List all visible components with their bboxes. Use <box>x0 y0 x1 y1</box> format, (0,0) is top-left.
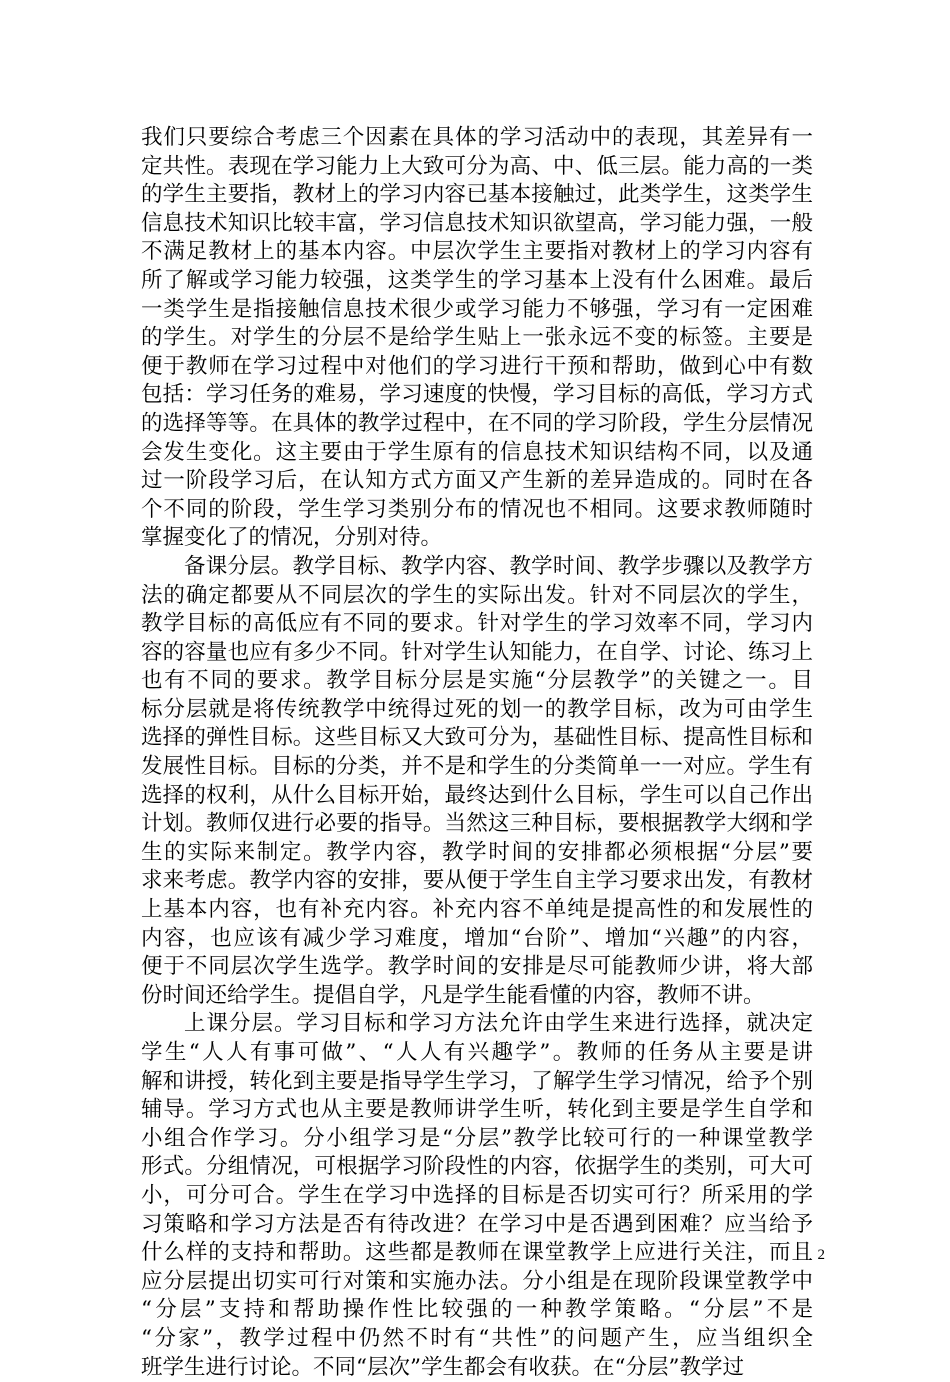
text-line: 的学生。对学生的分层不是给学生贴上一张永远不变的标签。主要是 <box>141 325 813 351</box>
text-line: 过一阶段学习后，在认知方式方面又产生新的差异造成的。同时在各 <box>141 468 813 494</box>
text-line: 备课分层。教学目标、教学内容、教学时间、教学步骤以及教学方 <box>184 553 813 579</box>
text-line: 计划。教师仅进行必要的指导。当然这三种目标，要根据教学大纲和学 <box>141 811 813 837</box>
text-line: 容的容量也应有多少不同。针对学生认知能力，在自学、讨论、练习上 <box>141 639 813 665</box>
paragraph <box>141 1010 813 1382</box>
text-line: 份时间还给学生。提倡自学，凡是学生能看懂的内容，教师不讲。 <box>141 982 765 1008</box>
text-line: 学生“人人有事可做”、“人人有兴趣学”。教师的任务从主要是讲 <box>141 1040 813 1065</box>
text-line: 掌握变化了的情况，分别对待。 <box>141 525 443 551</box>
text-line: 求来考虑。教学内容的安排，要从便于学生自主学习要求出发，有教材 <box>141 868 813 894</box>
text-line: 也有不同的要求。教学目标分层是实施“分层教学”的关键之一。目 <box>141 668 813 694</box>
text-line: 解和讲授，转化到主要是指导学生学习，了解学生学习情况，给予个别 <box>141 1068 813 1094</box>
text-line: 选择的弹性目标。这些目标又大致可分为，基础性目标、提高性目标和 <box>141 725 813 751</box>
text-line: 形式。分组情况，可根据学习阶段性的内容，依据学生的类别，可大可 <box>141 1154 813 1180</box>
text-line: 信息技术知识比较丰富，学习信息技术知识欲望高，学习能力强，一般 <box>141 210 813 236</box>
text-line: 生的实际来制定。教学内容，教学时间的安排都必须根据“分层”要 <box>141 839 813 865</box>
text-line: 会发生变化。这主要由于学生原有的信息技术知识结构不同，以及通 <box>141 439 813 465</box>
text-line: 应分层提出切实可行对策和实施办法。分小组是在现阶段课堂教学中 <box>141 1268 813 1294</box>
text-line: 便于不同层次学生选学。教学时间的安排是尽可能教师少讲，将大部 <box>141 954 813 980</box>
text-line: 包括：学习任务的难易，学习速度的快慢，学习目标的高低，学习方式 <box>141 382 813 408</box>
text-line: 发展性目标。目标的分类，并不是和学生的分类简单一一对应。学生有 <box>141 754 813 780</box>
text-line: 便于教师在学习过程中对他们的学习进行干预和帮助，做到心中有数 <box>141 353 813 379</box>
text-line: “分层”支持和帮助操作性比较强的一种教学策略。“分层”不是 <box>141 1297 813 1323</box>
text-line: 小组合作学习。分小组学习是“分层”教学比较可行的一种课堂教学 <box>141 1125 813 1151</box>
paragraph <box>141 124 813 553</box>
text-line: 选择的权利，从什么目标开始，最终达到什么目标，学生可以自己作出 <box>141 782 813 808</box>
text-line: 所了解或学习能力较强，这类学生的学习基本上没有什么困难。最后 <box>141 267 813 293</box>
paragraph <box>141 553 813 1011</box>
text-line: 法的确定都要从不同层次的学生的实际出发。针对不同层次的学生， <box>141 582 813 608</box>
text-line: 什么样的支持和帮助。这些都是教师在课堂教学上应进行关注，而且 <box>141 1240 813 1266</box>
text-line: 习策略和学习方法是否有待改进？在学习中是否遇到困难？应当给予 <box>141 1211 813 1237</box>
text-line: 班学生进行讨论。不同“层次”学生都会有收获。在“分层”教学过 <box>141 1354 744 1380</box>
text-line: 标分层就是将传统教学中统得过死的划一的教学目标，改为可由学生 <box>141 696 813 722</box>
page-number: 2 <box>817 1247 825 1263</box>
text-line: 不满足教材上的基本内容。中层次学生主要指对教材上的学习内容有 <box>141 239 813 265</box>
text-line: 的选择等等。在具体的教学过程中，在不同的学习阶段，学生分层情况 <box>141 410 813 436</box>
text-line: 上课分层。学习目标和学习方法允许由学生来进行选择，就决定 <box>184 1011 813 1037</box>
text-line: 内容，也应该有减少学习难度，增加“台阶”、增加“兴趣”的内容， <box>141 925 813 951</box>
text-line: 小，可分可合。学生在学习中选择的目标是否切实可行？所采用的学 <box>141 1182 813 1208</box>
text-line: “分家”，教学过程中仍然不时有“共性”的问题产生，应当组织全 <box>141 1325 813 1351</box>
text-line: 定共性。表现在学习能力上大致可分为高、中、低三层。能力高的一类 <box>141 153 813 179</box>
text-line: 个不同的阶段，学生学习类别分布的情况也不相同。这要求教师随时 <box>141 496 813 522</box>
text-line: 上基本内容，也有补充内容。补充内容不单纯是提高性的和发展性的 <box>141 897 813 923</box>
text-line: 我们只要综合考虑三个因素在具体的学习活动中的表现，其差异有一 <box>141 125 813 150</box>
text-line: 的学生主要指，教材上的学习内容已基本接触过，此类学生，这类学生 <box>141 182 813 208</box>
text-line: 教学目标的高低应有不同的要求。针对学生的学习效率不同，学习内 <box>141 611 813 637</box>
text-line: 一类学生是指接触信息技术很少或学习能力不够强，学习有一定困难 <box>141 296 813 322</box>
text-line: 辅导。学习方式也从主要是教师讲学生听，转化到主要是学生自学和 <box>141 1097 813 1123</box>
document-body <box>141 124 813 1382</box>
